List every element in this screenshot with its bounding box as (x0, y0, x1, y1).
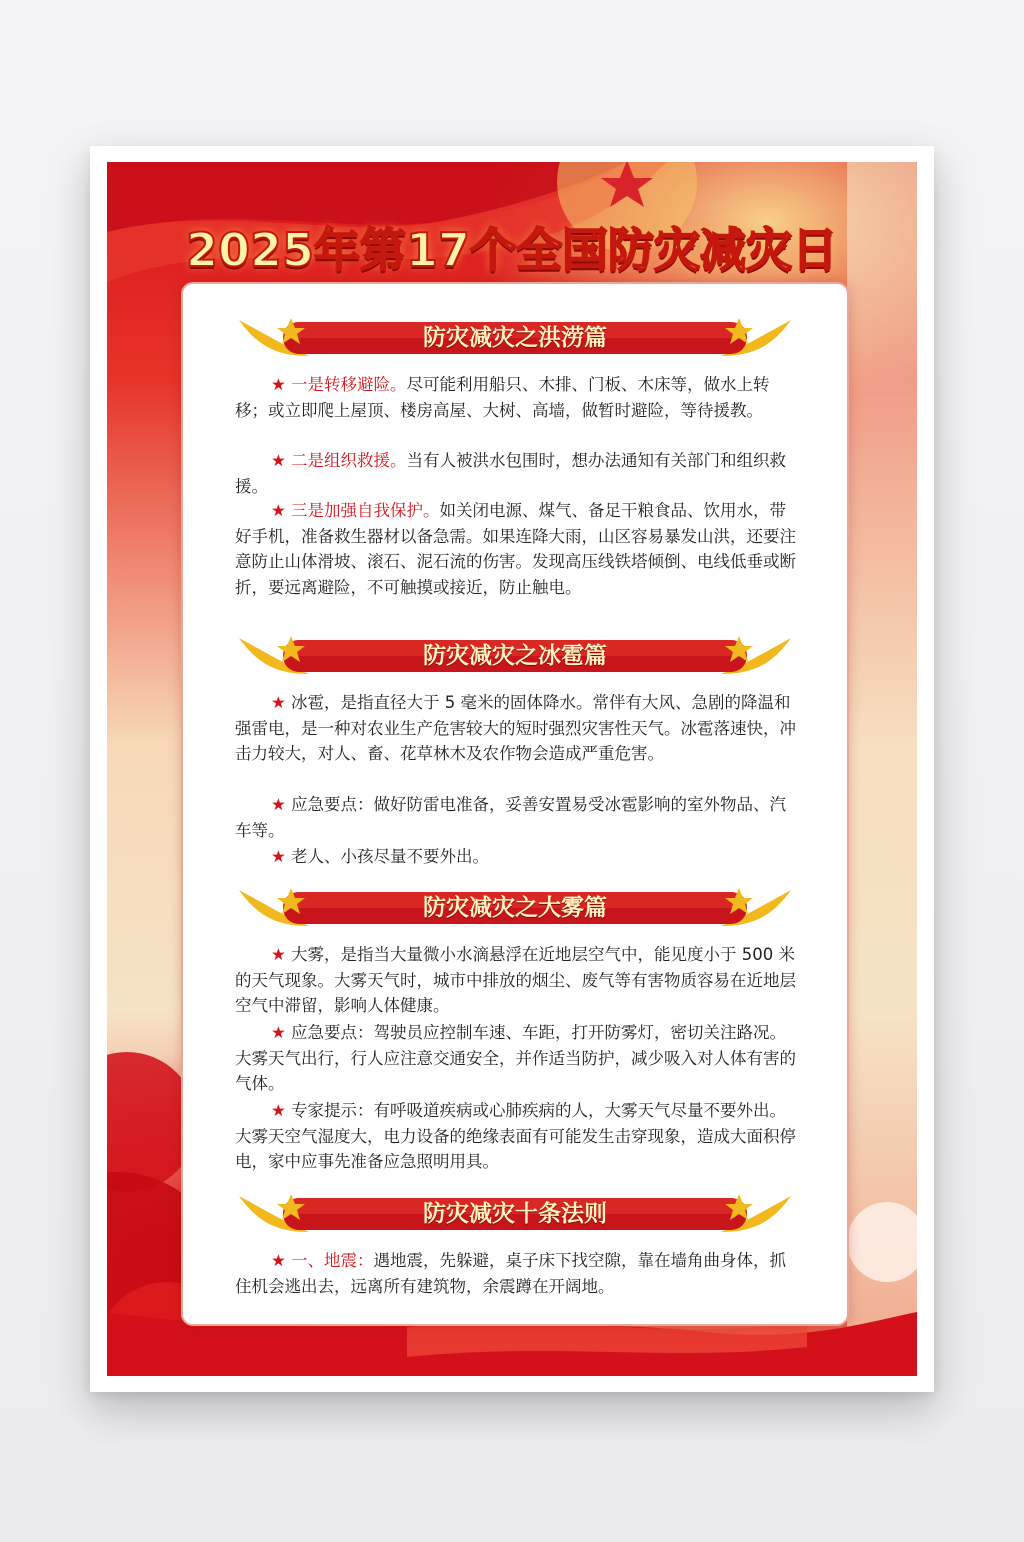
paragraph (235, 942, 797, 1019)
paragraph (235, 498, 797, 600)
paragraph (235, 690, 797, 767)
star-icon: ★ (271, 375, 286, 394)
paragraph (235, 1020, 797, 1097)
paragraph-lead: 二是组织救援。 (291, 451, 407, 470)
star-icon: ★ (271, 693, 286, 712)
section-heading: 防灾减灾十条法则 (423, 1201, 607, 1227)
paragraph-lead: 三是加强自我保护。 (291, 501, 440, 520)
star-icon: ★ (271, 1101, 286, 1120)
star-icon: ★ (271, 501, 286, 520)
paragraph-text: 遇地震，先躲避，桌子床下找空隙，靠在墙角曲身体，抓住机会逃出去，远离所有建筑物，余震蹲在开阔地。 (235, 1251, 787, 1296)
section-banner-fog (239, 888, 791, 928)
section-banner-hail (239, 636, 791, 676)
paragraph-text: 如关闭电源、煤气、备足干粮食品、饮用水，带好手机，准备救生器材以备急需。如果连降大雨，山区容易暴发山洪，还要注意防止山体滑坡、滚石、泥石流的伤害。发现高压线铁塔倾倒、电线低垂或断折，要远离避险，不可触摸或接近，防止触电。 (235, 501, 796, 597)
paragraph-text: 老人、小孩尽量不要外出。 (291, 847, 490, 866)
section-heading: 防灾减灾之洪涝篇 (423, 325, 607, 351)
paragraph (235, 1098, 797, 1175)
paragraph-text: 应急要点：驾驶员应控制车速、车距，打开防雾灯，密切关注路况。大雾天气出行，行人应注意交通安全，并作适当防护，减少吸入对人体有害的气体。 (235, 1023, 796, 1093)
paragraph-text: 专家提示：有呼吸道疾病或心肺疾病的人，大雾天气尽量不要外出。大雾天空气湿度大，电力设备的绝缘表面有可能发生击穿现象，造成大面积停电，家中应事先准备应急照明用具。 (235, 1101, 796, 1171)
star-icon: ★ (271, 945, 286, 964)
paragraph-text: 冰雹，是指直径大于 5 毫米的固体降水。常伴有大风、急剧的降温和强雷电，是一种对农业生产危害较大的短时强烈灾害性天气。冰雹落速快，冲击力较大，对人、畜、花草林木及农作物会造成严重危害。 (235, 693, 796, 763)
paragraph-lead: 一、地震： (291, 1251, 374, 1270)
poster-title: 2025年第17个全国防灾减灾日 (185, 223, 839, 277)
section-heading: 防灾减灾之冰雹篇 (423, 643, 607, 669)
section-heading: 防灾减灾之大雾篇 (423, 895, 607, 921)
star-icon: ★ (271, 1023, 286, 1042)
paragraph-text: 应急要点：做好防雷电准备，妥善安置易受冰雹影响的室外物品、汽车等。 (235, 795, 787, 840)
paragraph-text: 当有人被洪水包围时，想办法通知有关部门和组织救援。 (235, 451, 787, 496)
paragraph (235, 448, 797, 499)
poster (107, 162, 917, 1376)
content-card (181, 282, 849, 1326)
star-icon: ★ (271, 795, 286, 814)
section-banner-flood (239, 318, 791, 358)
paragraph-text: 大雾，是指当大量微小水滴悬浮在近地层空气中，能见度小于 500 米的天气现象。大雾天气时，城市中排放的烟尘、废气等有害物质容易在近地层空气中滞留，影响人体健康。 (235, 945, 796, 1015)
star-icon: ★ (271, 847, 286, 866)
star-icon: ★ (271, 1251, 286, 1270)
paragraph (235, 372, 797, 423)
paragraph-text: 尽可能利用船只、木排、门板、木床等，做水上转移；或立即爬上屋顶、楼房高屋、大树、高墙，做暂时避险，等待援教。 (235, 375, 770, 420)
paragraph (235, 844, 797, 870)
section-banner-rules (239, 1194, 791, 1234)
star-icon: ★ (271, 451, 286, 470)
paragraph-lead: 一是转移避险。 (291, 375, 407, 394)
paragraph (235, 792, 797, 843)
paragraph (235, 1248, 797, 1299)
